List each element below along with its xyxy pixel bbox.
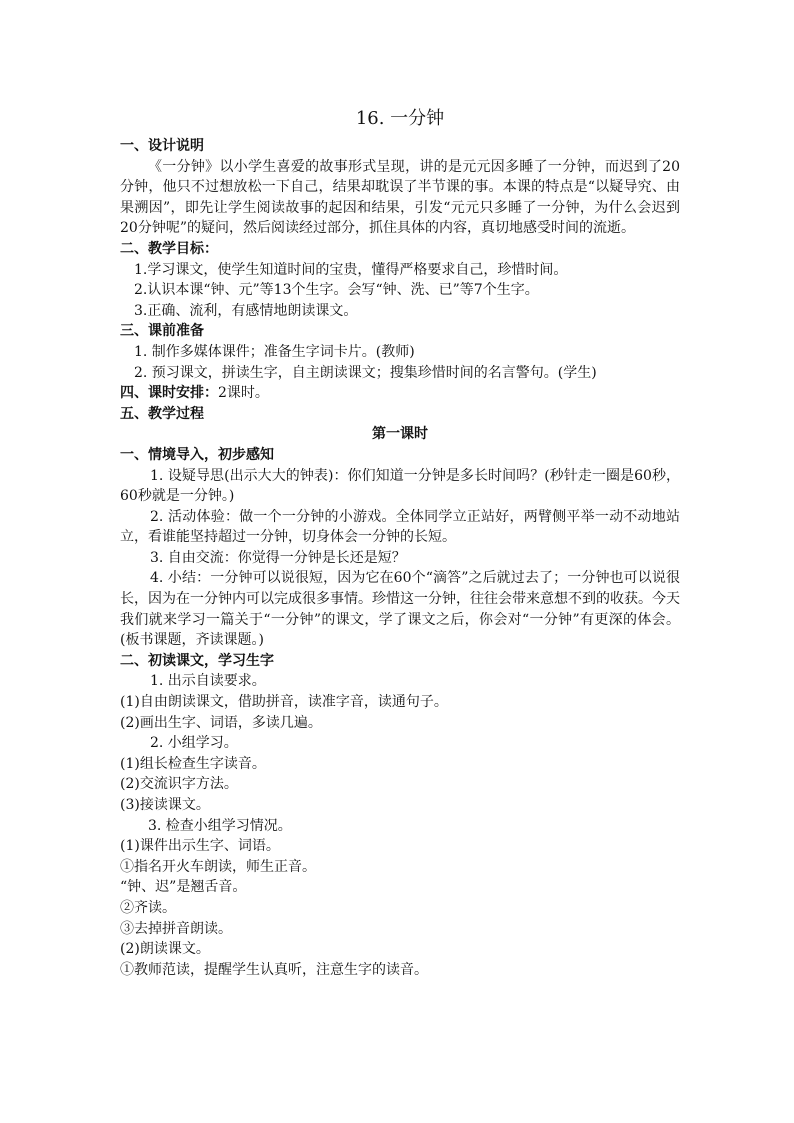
- reading-subitem: ②齐读。: [120, 899, 176, 916]
- intro-item: 1. 设疑导思(出示大大的钟表)：你们知道一分钟是多长时间吗？(秒针走一圈是60秒，60秒就是一分钟。): [120, 467, 680, 505]
- section-heading-process: 五、教学过程: [120, 405, 204, 422]
- reading-subitem: ①教师范读，提醒学生认真听，注意生字的读音。: [120, 961, 428, 978]
- section-heading-goals: 二、教学目标：: [120, 240, 218, 257]
- document-page: [120, 106, 680, 980]
- goal-item: 1.学习课文，使学生知道时间的宝贵，懂得严格要求自己，珍惜时间。: [134, 261, 568, 278]
- intro-item: 3. 自由交流：你觉得一分钟是长还是短？: [150, 549, 406, 566]
- reading-subitem: “钟、迟”是翘舌音。: [120, 879, 247, 896]
- reading-subitem: ①指名开火车朗读，师生正音。: [120, 858, 316, 875]
- intro-item: 4. 小结：一分钟可以说很短，因为它在60个“滴答”之后就过去了；一分钟也可以说很长，因为在一分钟内可以完成很多事情。珍惜这一分钟，往往会带来意想不到的收获。今天我们就来学习一篇关于“一分钟”的课文，学了课文之后，你会对“一分钟”有更深的体会。(板书课题，齐读课题。): [120, 570, 680, 649]
- part-heading-intro: 一、情境导入，初步感知: [120, 446, 274, 463]
- goal-item: 3.正确、流利，有感情地朗读课文。: [134, 302, 358, 319]
- reading-subitem: (2)交流识字方法。: [120, 776, 238, 793]
- prep-item: 1. 制作多媒体课件；准备生字词卡片。(教师): [134, 343, 415, 360]
- section-heading-prep: 三、课前准备: [120, 323, 204, 340]
- prep-item: 2. 预习课文，拼读生字，自主朗读课文；搜集珍惜时间的名言警句。(学生): [134, 364, 597, 381]
- reading-subitem: (1)组长检查生字读音。: [120, 755, 266, 772]
- schedule-line: [120, 383, 680, 404]
- lesson-title: 第一课时: [372, 426, 428, 443]
- intro-item: 2. 活动体验：做一个一分钟的小游戏。全体同学立正站好，两臂侧平举一动不动地站立，看谁能坚持超过一分钟，切身体会一分钟的长短。: [120, 508, 680, 546]
- reading-subitem: (1)课件出示生字、词语。: [120, 838, 280, 855]
- section-heading-schedule: 四、课时安排：: [120, 385, 218, 402]
- section-heading-design: 一、设计说明: [120, 138, 204, 154]
- reading-subitem: ③去掉拼音朗读。: [120, 920, 232, 937]
- reading-step: 2. 小组学习。: [150, 735, 238, 752]
- reading-subitem: (1)自由朗读课文，借助拼音，读准字音，读通句子。: [120, 694, 448, 711]
- reading-step: 1. 出示自读要求。: [150, 673, 266, 690]
- reading-step: 3. 检查小组学习情况。: [148, 817, 292, 834]
- document-title: 16. 一分钟: [355, 108, 445, 129]
- reading-subitem: (2)朗读课文。: [120, 941, 210, 958]
- goal-item: 2.认识本课“钟、元”等13个生字。会写“钟、洗、已”等7个生字。: [134, 282, 539, 299]
- schedule-value: 2课时。: [218, 385, 269, 402]
- reading-subitem: (3)接读课文。: [120, 797, 210, 813]
- reading-subitem: (2)画出生字、词语，多读几遍。: [120, 714, 322, 731]
- part-heading-reading: 二、初读课文，学习生字: [120, 652, 274, 669]
- design-paragraph: 《一分钟》以小学生喜爱的故事形式呈现，讲的是元元因多睡了一分钟，而迟到了20分钟，他只不过想放松一下自己，结果却耽误了半节课的事。本课的特点是“以疑导究、由果溯因”，即先让学生阅读故事的起因和结果，引发“元元只多睡了一分钟，为什么会迟到20分钟呢”的疑问，然后阅读经过部分，抓住具体的内容，真切地感受时间的流逝。: [120, 158, 680, 237]
